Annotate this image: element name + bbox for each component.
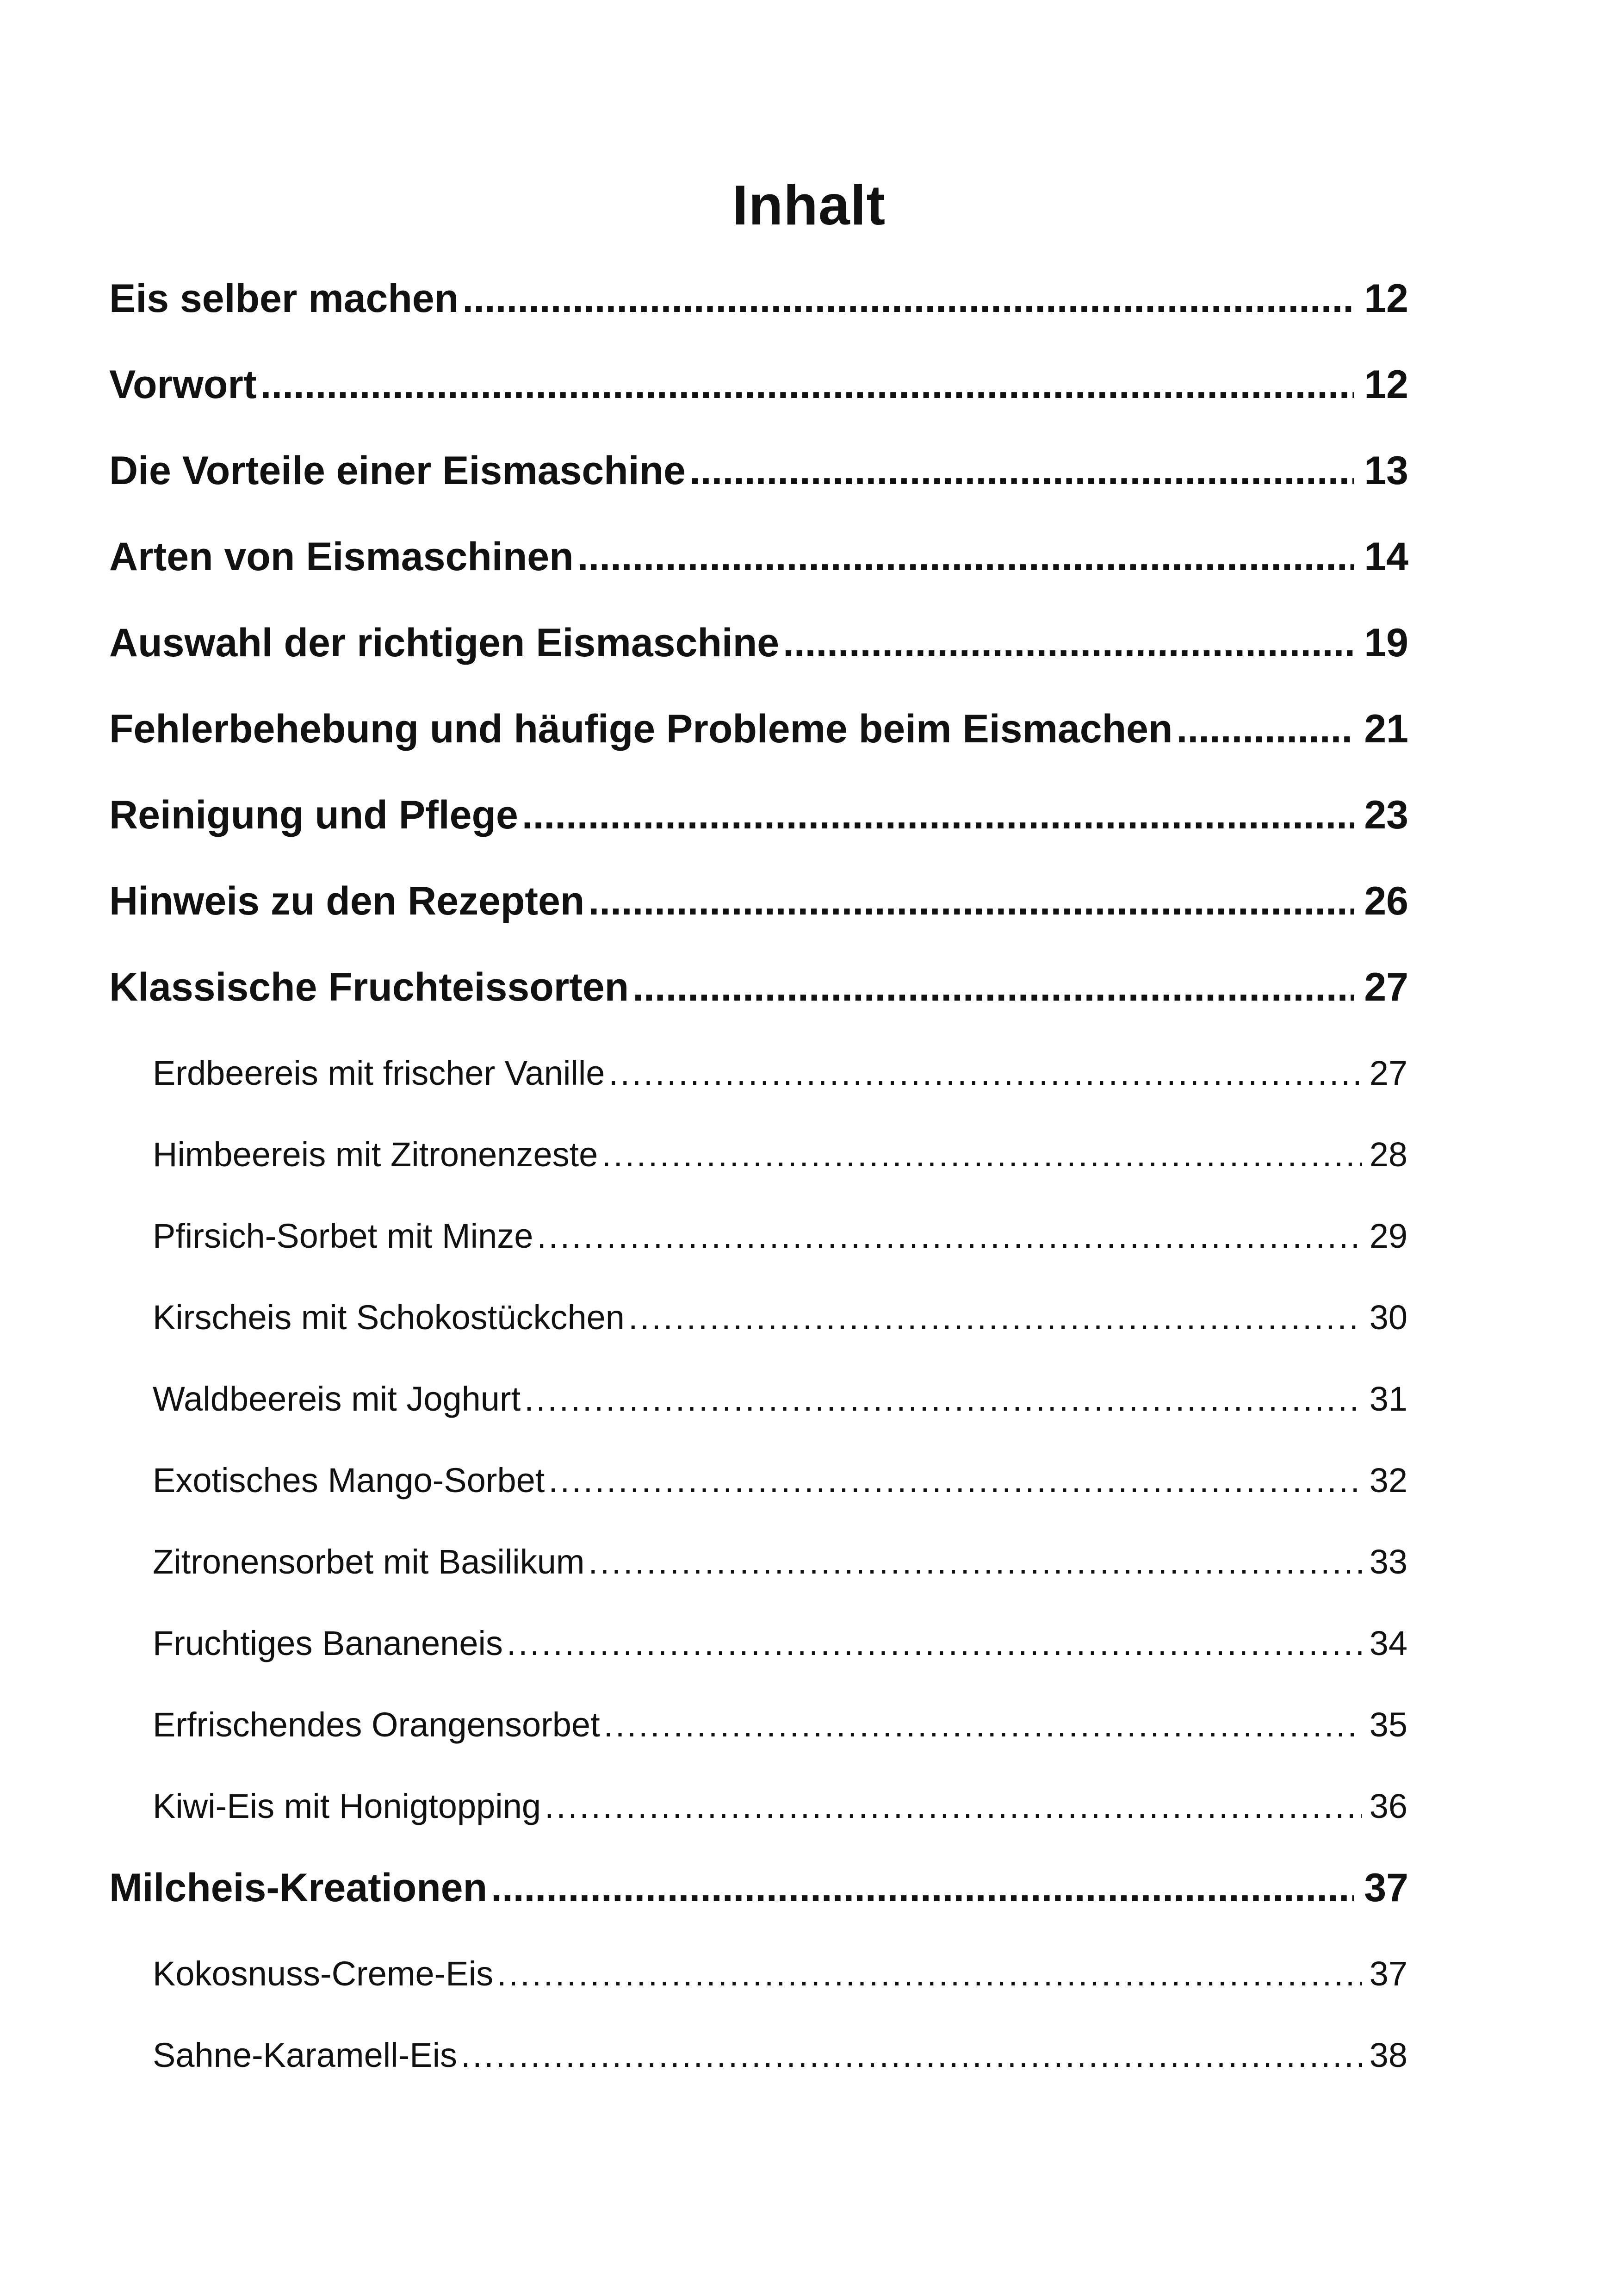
toc-entry[interactable] [109, 703, 1408, 754]
toc-entry-label: Fehlerbehebung und häufige Probleme beim Eismachen [109, 707, 1173, 751]
toc-entry-label: Kirscheis mit Schokostückchen [153, 1298, 625, 1337]
toc-entry-page: 28 [1369, 1135, 1407, 1174]
toc-entry[interactable] [109, 962, 1408, 1013]
toc-entry-page: 30 [1369, 1298, 1407, 1337]
dot-leader [628, 1294, 1362, 1341]
toc-entry-label: Himbeereis mit Zitronenzeste [153, 1135, 598, 1174]
toc-entry-page: 36 [1369, 1787, 1407, 1825]
toc-entry-page: 33 [1369, 1543, 1407, 1581]
toc-entry-label: Zitronensorbet mit Basilikum [153, 1543, 585, 1581]
toc-entry-page: 35 [1369, 1705, 1407, 1744]
toc-entry-page: 34 [1369, 1624, 1407, 1662]
toc-entry-label: Reinigung und Pflege [109, 793, 518, 837]
toc-entry-page: 13 [1364, 448, 1408, 493]
toc-entry-label: Fruchtiges Bananeneis [153, 1624, 503, 1662]
toc-subentry[interactable] [153, 1539, 1407, 1585]
toc-subentry[interactable] [153, 1376, 1407, 1422]
dot-leader [507, 1620, 1362, 1667]
dot-leader [588, 876, 1354, 927]
toc-entry-label: Die Vorteile einer Eismaschine [109, 448, 686, 493]
dot-leader [604, 1702, 1362, 1748]
toc-entry-page: 12 [1364, 362, 1408, 407]
dot-leader [537, 1213, 1362, 1259]
toc-entry-page: 31 [1369, 1380, 1407, 1418]
toc-entry-label: Eis selber machen [109, 276, 459, 321]
dot-leader [497, 1951, 1362, 1997]
toc-entry-page: 37 [1364, 1866, 1408, 1910]
toc-entry-page: 21 [1364, 707, 1408, 751]
toc-entry-label: Exotisches Mango-Sorbet [153, 1461, 545, 1500]
toc-entry-page: 27 [1364, 965, 1408, 1009]
toc-entry[interactable] [109, 359, 1408, 410]
dot-leader [548, 1457, 1362, 1504]
toc-entry[interactable] [109, 273, 1408, 324]
toc-heading: Inhalt [732, 174, 886, 236]
toc-entry-page: 12 [1364, 276, 1408, 321]
toc-entry-page: 27 [1369, 1054, 1407, 1092]
toc-subentry[interactable] [153, 1213, 1407, 1259]
dot-leader [689, 445, 1354, 496]
toc-entry-label: Erdbeereis mit frischer Vanille [153, 1054, 605, 1092]
dot-leader [577, 531, 1354, 582]
toc-subentry[interactable] [153, 1783, 1407, 1829]
dot-leader [1177, 703, 1354, 754]
toc-subentry[interactable] [153, 2032, 1407, 2078]
toc-entry-label: Milcheis-Kreationen [109, 1866, 488, 1910]
dot-leader [462, 273, 1354, 324]
dot-leader [601, 1132, 1362, 1178]
toc-subentry[interactable] [153, 1951, 1407, 1997]
toc-entry-label: Vorwort [109, 362, 257, 407]
toc-entry-label: Erfrischendes Orangensorbet [153, 1705, 600, 1744]
toc-entry-label: Hinweis zu den Rezepten [109, 879, 585, 923]
toc-entry-label: Klassische Fruchteissorten [109, 965, 629, 1009]
toc-entry-label: Waldbeereis mit Joghurt [153, 1380, 521, 1418]
toc-entry-page: 23 [1364, 793, 1408, 837]
toc-subentry[interactable] [153, 1457, 1407, 1504]
toc-entry[interactable] [109, 617, 1408, 668]
toc-entry-page: 32 [1369, 1461, 1407, 1500]
dot-leader [522, 790, 1354, 840]
dot-leader [260, 359, 1354, 410]
toc-entry-label: Pfirsich-Sorbet mit Minze [153, 1217, 533, 1255]
toc-entry[interactable] [109, 1862, 1408, 1913]
toc-entry-label: Kiwi-Eis mit Honigtopping [153, 1787, 541, 1825]
dot-leader [524, 1376, 1362, 1422]
dot-leader [632, 962, 1354, 1013]
toc-entry-label: Auswahl der richtigen Eismaschine [109, 621, 780, 665]
toc-entry-page: 14 [1364, 535, 1408, 579]
dot-leader [589, 1539, 1362, 1585]
toc-entry[interactable] [109, 876, 1408, 927]
toc-entry[interactable] [109, 790, 1408, 840]
toc-entry-label: Sahne-Karamell-Eis [153, 2036, 458, 2074]
toc-entry-page: 29 [1369, 1217, 1407, 1255]
toc-entry-page: 19 [1364, 621, 1408, 665]
toc-entry-label: Arten von Eismaschinen [109, 535, 574, 579]
toc-entry[interactable] [109, 531, 1408, 582]
dot-leader [461, 2032, 1362, 2078]
dot-leader [491, 1862, 1354, 1913]
dot-leader [545, 1783, 1362, 1829]
toc-subentry[interactable] [153, 1050, 1407, 1096]
dot-leader [783, 617, 1354, 668]
toc-entry-label: Kokosnuss-Creme-Eis [153, 1954, 494, 1993]
toc-subentry[interactable] [153, 1702, 1407, 1748]
toc-entry-page: 37 [1369, 1954, 1407, 1993]
toc-subentry[interactable] [153, 1620, 1407, 1667]
toc-subentry[interactable] [153, 1132, 1407, 1178]
toc-entry-page: 38 [1369, 2036, 1407, 2074]
toc-entry[interactable] [109, 445, 1408, 496]
toc-subentry[interactable] [153, 1294, 1407, 1341]
dot-leader [608, 1050, 1362, 1096]
toc-entry-page: 26 [1364, 879, 1408, 923]
